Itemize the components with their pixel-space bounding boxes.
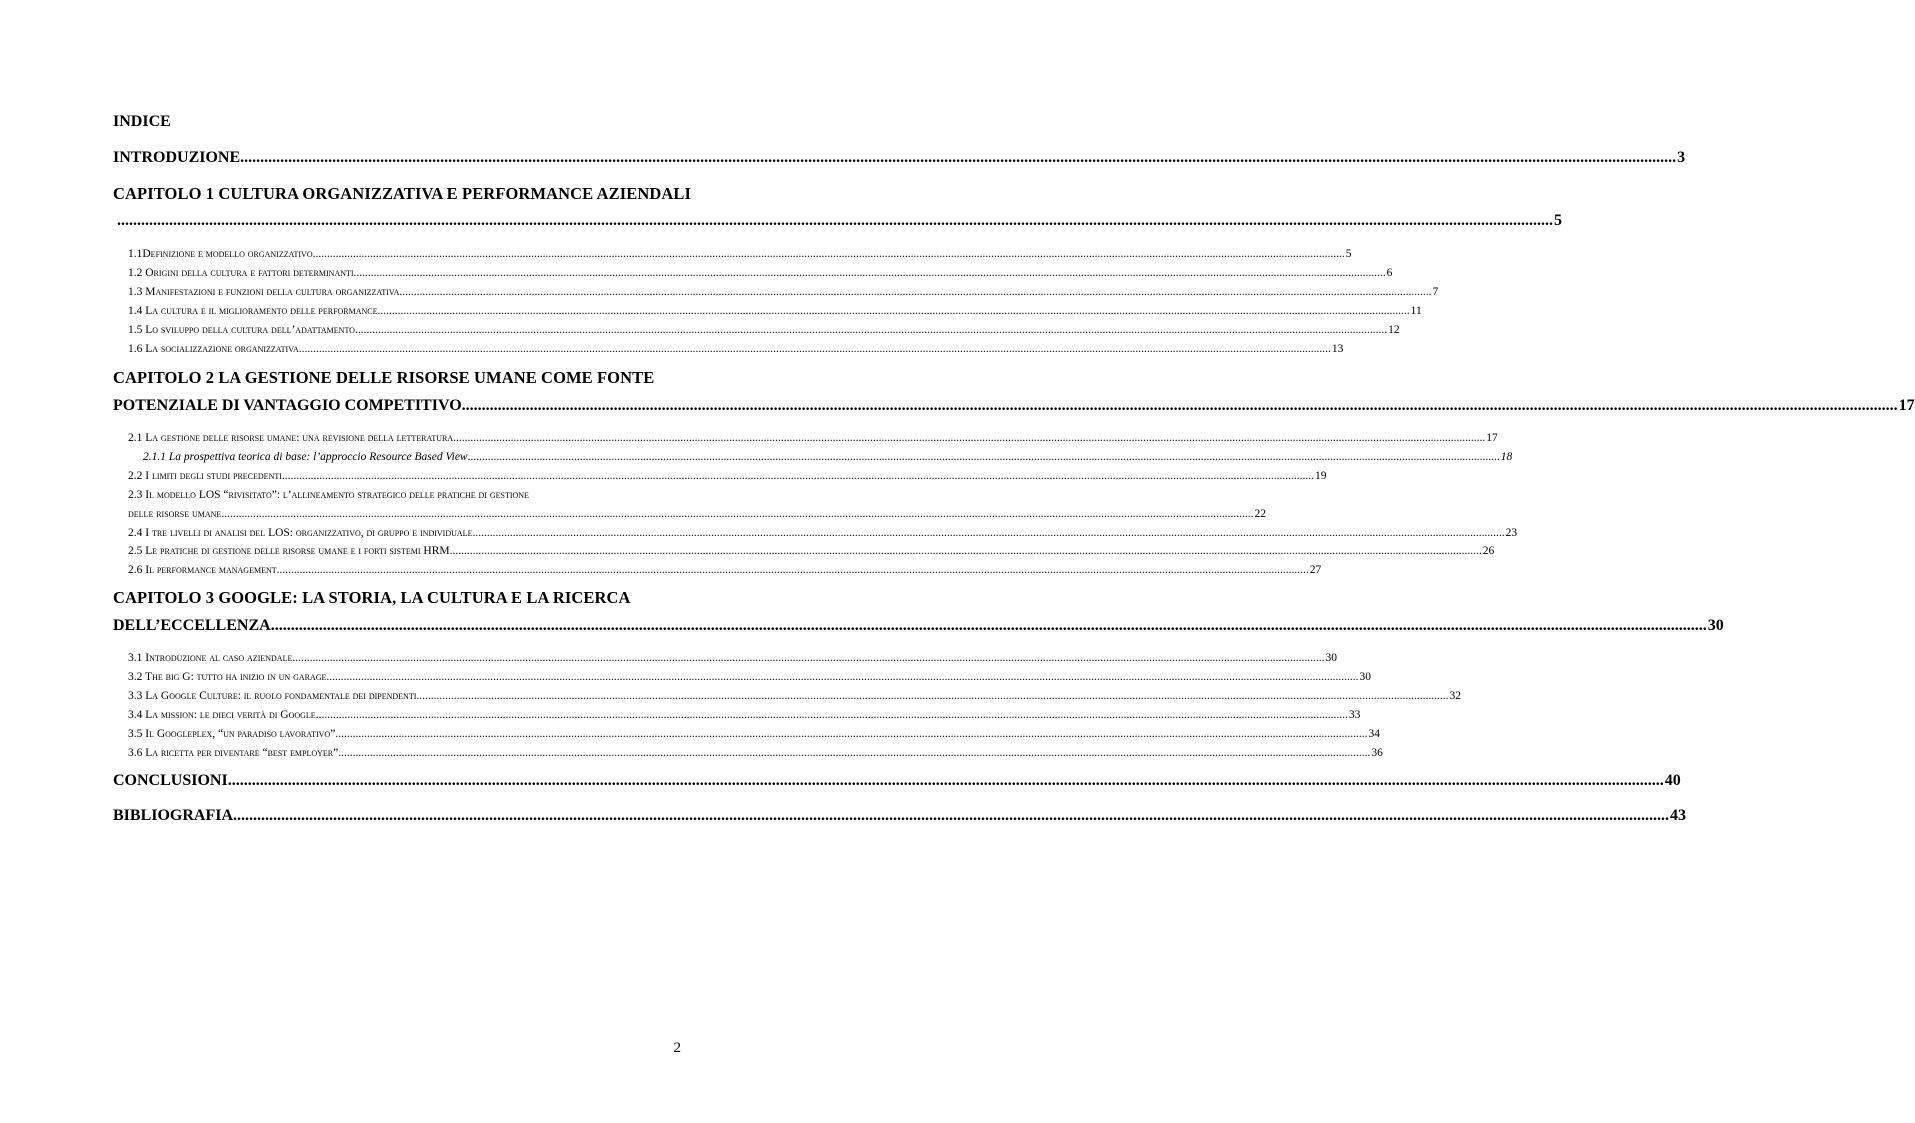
toc-entry-bibliografia[interactable]: BIBLIOGRAFIA ..... 43: [113, 807, 681, 825]
toc-entry-title: INTRODUZIONE: [113, 149, 241, 166]
toc-subentry-3-1[interactable]: 3.1 Introduzione al caso aziendale ..... 30: [128, 652, 667, 664]
page-number: 2: [673, 1040, 681, 1056]
toc-chapter-3-title[interactable]: CAPITOLO 3 GOOGLE: LA STORIA, LA CULTURA E LA RICERCA: [113, 588, 631, 607]
toc-subentry-1-3[interactable]: 1.3 Manifestazioni e funzioni della cultura organizzativa ..... 7: [128, 286, 667, 298]
toc-subentry-3-3[interactable]: 3.3 La Google Culture: il ruolo fondamentale dei dipendenti ..... 32: [128, 690, 667, 702]
toc-subentry-2-6[interactable]: 2.6 Il performance management ..... 27: [128, 564, 667, 576]
toc-subentry-3-4[interactable]: 3.4 La mission: le dieci verità di Google ..... 33: [128, 709, 667, 721]
toc-entry-conclusioni[interactable]: CONCLUSIONI ..... 40: [113, 772, 681, 790]
toc-subentry-2-5[interactable]: 2.5 Le pratiche di gestione delle risorse umane e i forti sistemi HRM ..... 26: [128, 545, 667, 557]
toc-chapter-1-leader[interactable]: [117, 212, 1562, 230]
toc-chapter-1-title[interactable]: CAPITOLO 1 CULTURA ORGANIZZATIVA E PERFORMANCE AZIENDALI: [113, 184, 692, 203]
toc-entry-page: 3: [1677, 149, 1686, 166]
toc-subentry-3-6[interactable]: 3.6 La ricetta per diventare “best employer” ..... 36: [128, 747, 667, 759]
toc-subentry-2-1[interactable]: 2.1 La gestione delle risorse umane: una revisione della letteratura ..... 17: [128, 432, 667, 444]
toc-subentry-2-2[interactable]: 2.2 I limiti degli studi precedenti ..... 19: [128, 470, 667, 482]
toc-heading: INDICE: [113, 113, 171, 130]
toc-subentry-3-2[interactable]: 3.2 The big G: tutto ha inizio in un garage ..... 30: [128, 671, 667, 683]
toc-chapter-2-leader[interactable]: POTENZIALE DI VANTAGGIO COMPETITIVO ..... 17: [113, 397, 681, 415]
toc-subentry-1-2[interactable]: 1.2 Origini della cultura e fattori determinanti ..... 6: [128, 267, 667, 279]
toc-subentry-1-4[interactable]: 1.4 La cultura e il miglioramento delle performance ..... 11: [128, 305, 667, 317]
toc-subentry-3-5[interactable]: 3.5 Il Googleplex, “un paradiso lavorativo” ..... 34: [128, 728, 667, 740]
toc-subentry-2-3-line1[interactable]: 2.3 Il modello LOS “rivisitato”: l’allineamento strategico delle pratiche di gestione: [128, 489, 529, 501]
toc-chapter-3-leader[interactable]: DELL’ECCELLENZA ..... 30: [113, 617, 681, 635]
toc-subentry-2-4[interactable]: 2.4 I tre livelli di analisi del LOS: organizzativo, di gruppo e individuale ..... 23: [128, 527, 667, 539]
toc-subentry-2-3[interactable]: delle risorse umane ..... 22: [128, 508, 667, 520]
toc-entry-page: 5: [1554, 212, 1562, 229]
toc-subentry-1-1[interactable]: 1.1Definizione e modello organizzativo ..... 5: [128, 248, 667, 260]
toc-entry-introduzione[interactable]: [113, 149, 1686, 167]
toc-chapter-2-title[interactable]: CAPITOLO 2 LA GESTIONE DELLE RISORSE UMANE COME FONTE: [113, 368, 655, 387]
toc-subentry-1-6[interactable]: 1.6 La socializzazione organizzativa ..... 13: [128, 343, 667, 355]
toc-subentry-1-5[interactable]: 1.5 Lo sviluppo della cultura dell’adattamento ..... 12: [128, 324, 667, 336]
toc-subentry-2-1-1[interactable]: 2.1.1 La prospettiva teorica di base: l’approccio Resource Based View ..... 18: [143, 451, 667, 463]
